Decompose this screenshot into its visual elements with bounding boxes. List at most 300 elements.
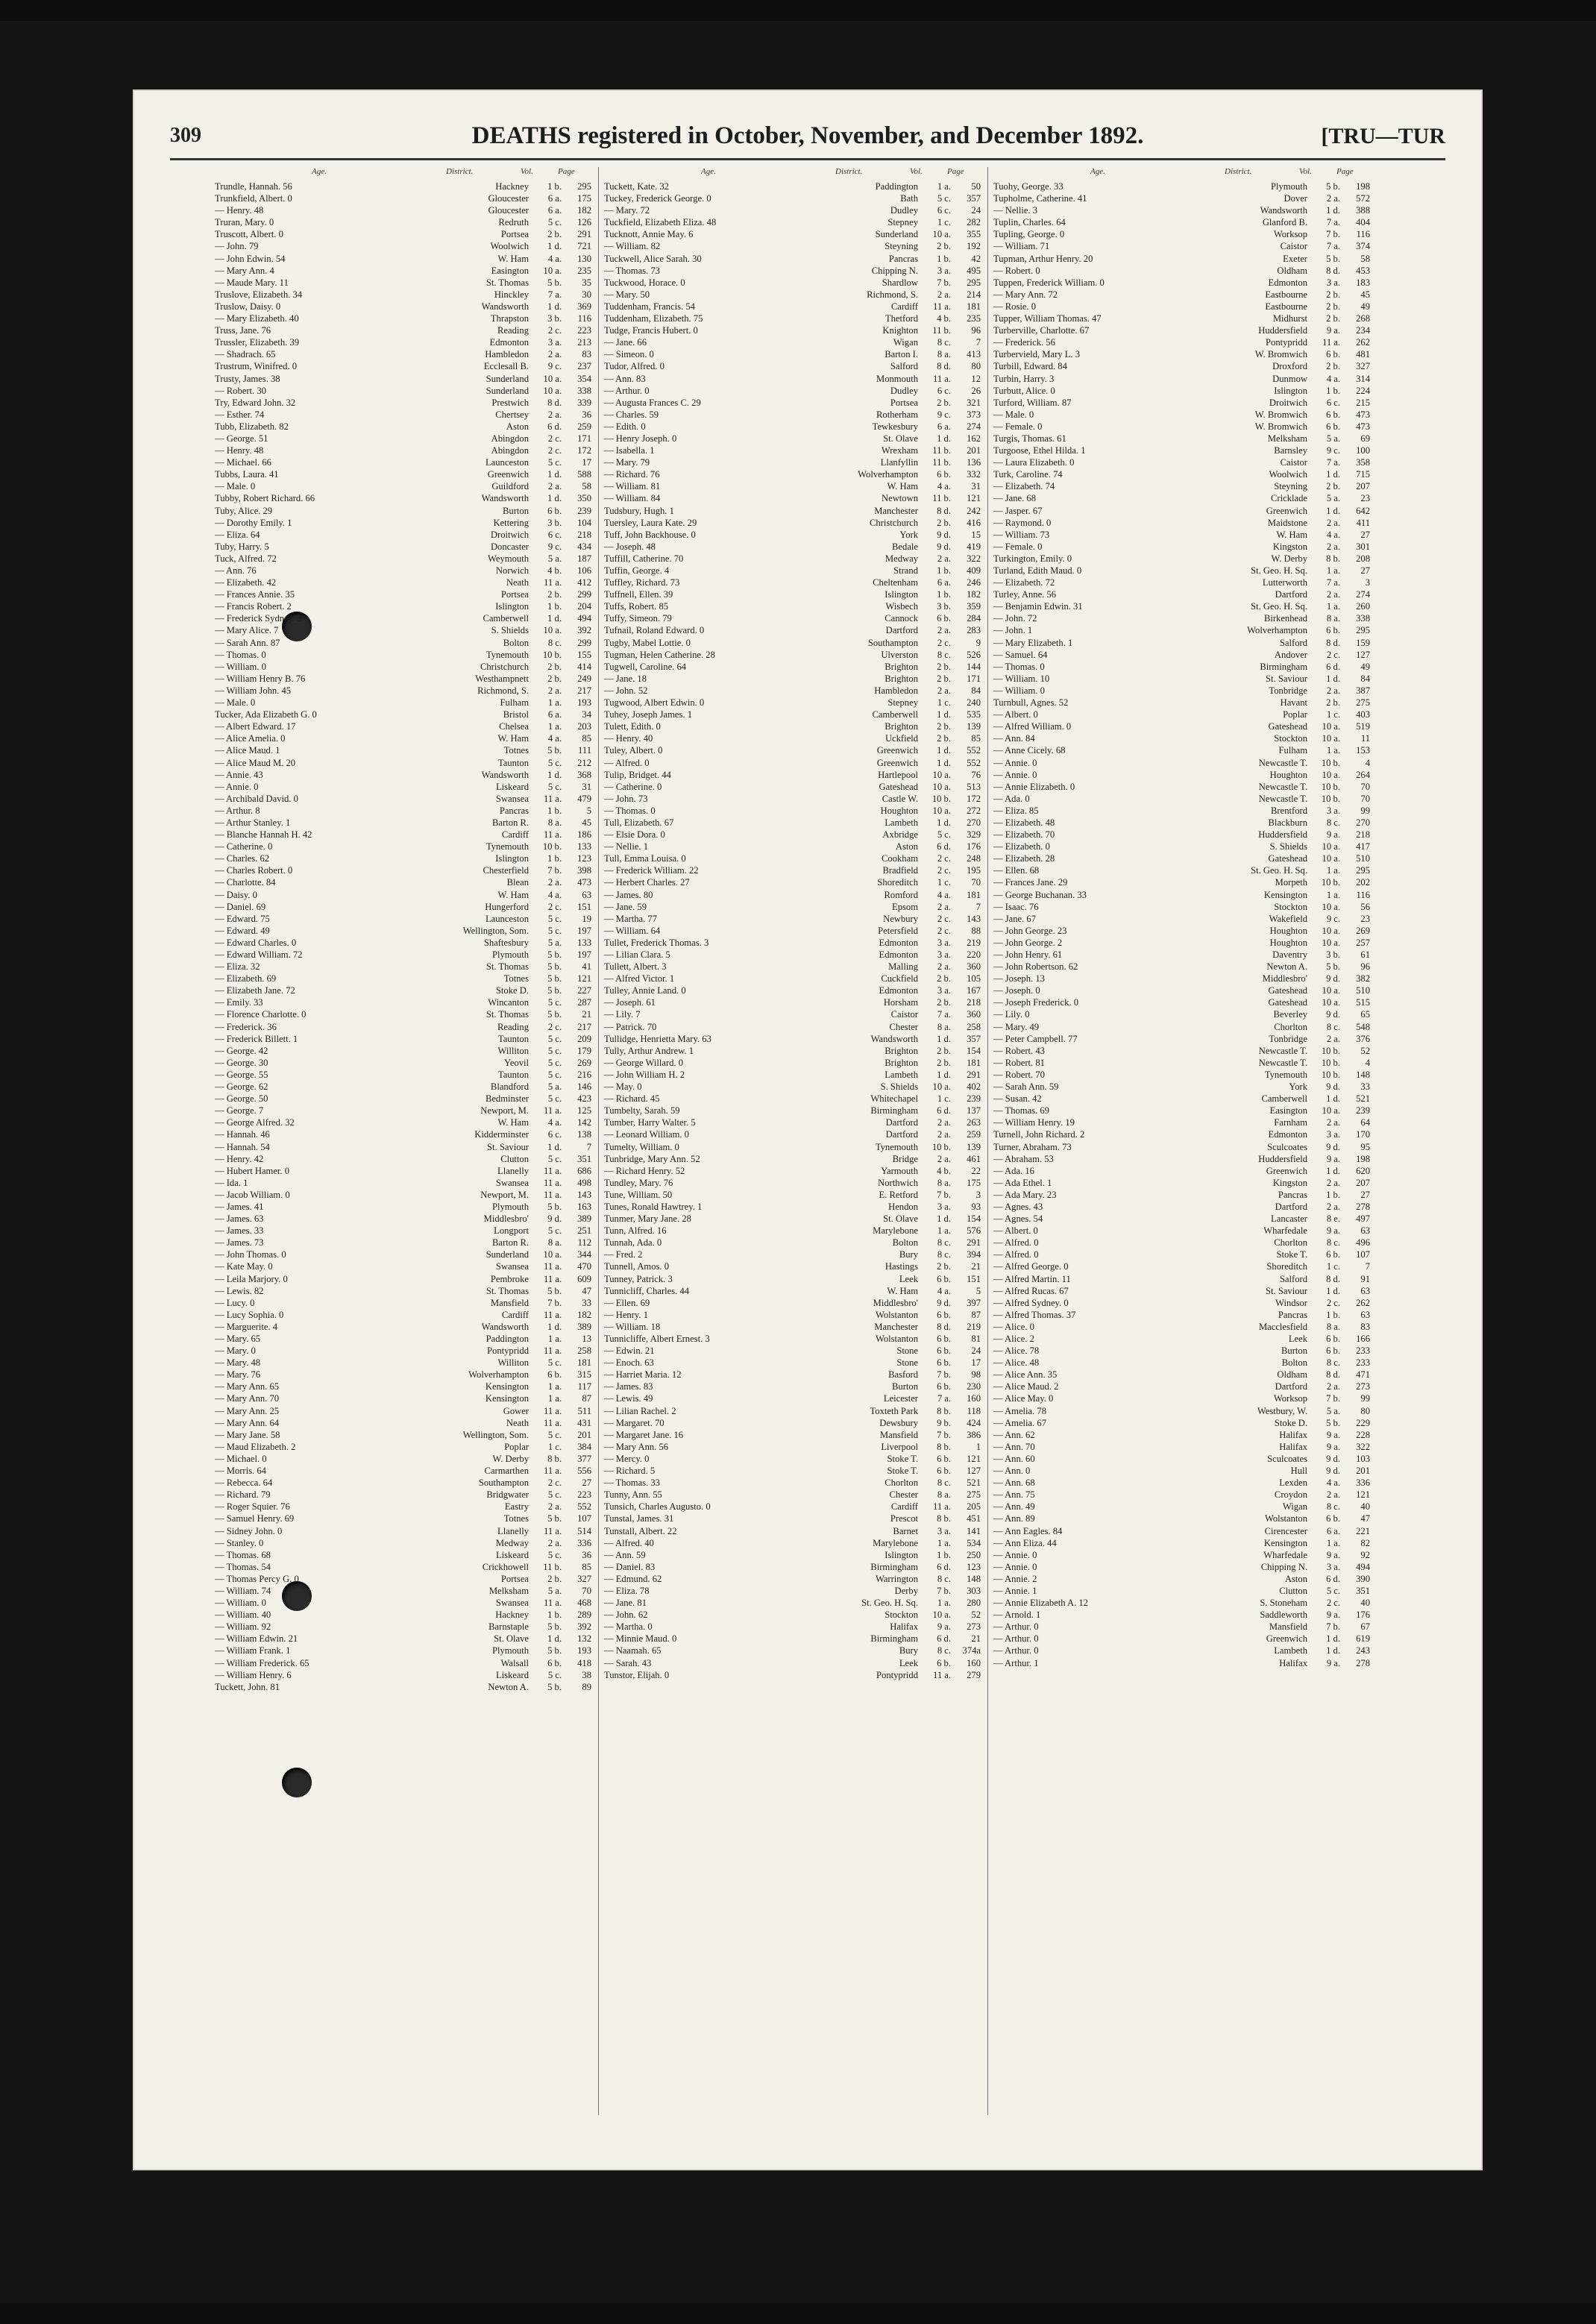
entry-district: Stoke T. <box>887 1453 918 1464</box>
entry-volume: 5 a. <box>1326 433 1340 444</box>
entry-district: Bolton <box>503 637 529 648</box>
entry-page: 181 <box>967 1057 981 1068</box>
entry-district: Tynemouth <box>875 1141 918 1152</box>
entry-name-age: — Ann. 70 <box>993 1441 1035 1452</box>
entry-volume: 10 a. <box>1322 901 1340 912</box>
entry-district: Halifax <box>1279 1657 1307 1668</box>
entry-volume: 5 c. <box>547 1357 562 1369</box>
death-entry <box>604 445 981 456</box>
entry-volume: 3 a. <box>937 985 951 996</box>
entry-volume: 5 c. <box>547 1549 562 1560</box>
entry-district: Portsea <box>890 397 918 408</box>
entry-volume: 5 c. <box>547 925 562 936</box>
entry-volume: 2 b. <box>937 973 951 984</box>
entry-name-age: — Albert Edward. 17 <box>215 721 296 732</box>
entry-district: Ulverston <box>881 649 918 660</box>
entry-name-age: — Maud Elizabeth. 2 <box>215 1441 296 1452</box>
entry-name-age: — Eliza. 78 <box>604 1585 650 1596</box>
death-entry <box>993 1597 1370 1609</box>
entry-volume: 10 b. <box>1321 1045 1340 1056</box>
entry-volume: 9 d. <box>1326 1453 1340 1464</box>
entry-name-age: — Alfred Sydney. 0 <box>993 1297 1069 1308</box>
death-entry <box>604 1392 981 1404</box>
entry-page: 237 <box>577 361 591 372</box>
entry-name-age: — Stanley. 0 <box>215 1537 264 1548</box>
entry-volume: 10 b. <box>542 841 562 852</box>
entry-name-age: — Frederick William. 22 <box>604 865 699 876</box>
entry-volume: 5 c. <box>547 1033 562 1044</box>
entry-name-age: — William Frederick. 65 <box>215 1657 310 1668</box>
entry-volume: 5 b. <box>547 1621 562 1633</box>
entry-volume: 9 c. <box>1326 445 1340 456</box>
entry-page: 609 <box>577 1273 591 1284</box>
entry-volume: 7 b. <box>937 277 951 288</box>
entry-district: Kensington <box>485 1381 529 1392</box>
death-entry <box>993 889 1370 901</box>
entry-volume: 7 b. <box>937 1585 951 1596</box>
entry-volume: 7 b. <box>1326 1393 1340 1404</box>
death-entry <box>215 1645 591 1656</box>
entry-district: Salford <box>1279 637 1307 648</box>
entry-page: 38 <box>582 1669 591 1680</box>
entry-volume: 2 b. <box>547 673 562 684</box>
entry-volume: 11 a. <box>543 1405 562 1416</box>
entry-district: Sculcoates <box>1267 1141 1307 1152</box>
entry-name-age: — Hannah. 46 <box>215 1129 270 1140</box>
entry-name-age: — William Henry. 6 <box>215 1669 292 1680</box>
entry-district: Wolstanton <box>1264 1513 1307 1524</box>
death-entry <box>604 1537 981 1549</box>
entry-page: 471 <box>1356 1369 1370 1381</box>
entry-volume: 1 a. <box>1326 889 1340 900</box>
entry-page: 7 <box>975 901 981 912</box>
entry-volume: 2 b. <box>1326 697 1340 709</box>
death-entry <box>215 984 591 996</box>
entry-district: Houghton <box>1269 925 1307 936</box>
entry-volume: 4 a. <box>1326 529 1340 540</box>
entry-district: Maidstone <box>1267 517 1307 528</box>
entry-page: 162 <box>967 433 981 444</box>
entry-volume: 10 b. <box>1321 781 1340 792</box>
death-entry <box>215 433 591 445</box>
death-entry <box>993 1465 1370 1477</box>
entry-district: Oldham <box>1277 265 1307 276</box>
death-entry <box>604 1069 981 1081</box>
entry-page: 187 <box>577 553 591 564</box>
death-entry <box>215 289 591 301</box>
entry-volume: 11 a. <box>543 1417 562 1428</box>
death-entry <box>604 553 981 565</box>
entry-page: 107 <box>577 1513 591 1524</box>
entry-district: Cheltenham <box>873 577 918 588</box>
entry-district: Kingston <box>1272 541 1307 552</box>
entry-volume: 1 a. <box>547 1334 562 1344</box>
entry-district: Hendon <box>888 1201 918 1212</box>
entry-name-age: — Elizabeth. 48 <box>993 817 1055 828</box>
entry-district: Caistor <box>1280 457 1307 468</box>
entry-district: Prescot <box>890 1513 918 1524</box>
death-entry <box>993 913 1370 925</box>
entry-page: 721 <box>577 241 591 252</box>
entry-volume: 2 a. <box>547 1501 562 1513</box>
entry-district: S. Stoneham <box>1260 1598 1307 1609</box>
death-entry <box>215 1069 591 1081</box>
entry-page: 181 <box>967 889 981 900</box>
entry-volume: 5 c. <box>547 1093 562 1105</box>
death-entry <box>604 1477 981 1489</box>
death-entry <box>993 180 1370 192</box>
entry-page: 58 <box>582 481 591 492</box>
entry-name-age: Trussler, Elizabeth. 39 <box>215 337 300 348</box>
entry-volume: 1 c. <box>547 1441 562 1452</box>
death-entry <box>604 1153 981 1165</box>
entry-volume: 10 a. <box>1322 1105 1340 1117</box>
entry-page: 5 <box>586 805 591 816</box>
entry-volume: 1 a. <box>937 1537 951 1548</box>
entry-district: Barnsley <box>1274 445 1307 456</box>
entry-name-age: — John Edwin. 54 <box>215 253 286 264</box>
entry-volume: 1 c. <box>937 1093 951 1105</box>
entry-name-age: Try, Edward John. 32 <box>215 397 296 408</box>
entry-volume: 8 c. <box>1326 1501 1340 1513</box>
entry-district: Wolstanton <box>875 1334 918 1344</box>
entry-page: 419 <box>967 541 981 552</box>
entry-name-age: Tunnah, Ada. 0 <box>604 1237 662 1249</box>
entry-page: 240 <box>967 697 981 709</box>
entry-district: Brighton <box>885 721 918 732</box>
entry-name-age: — Alice May. 0 <box>993 1393 1054 1404</box>
entry-page: 27 <box>1360 529 1370 540</box>
entry-volume: 6 b. <box>937 1273 951 1284</box>
entry-volume: 8 b. <box>1326 553 1340 564</box>
entry-district: Reading <box>497 325 529 336</box>
entry-name-age: Turbutt, Alice. 0 <box>993 385 1055 396</box>
entry-name-age: — Edward. 75 <box>215 913 270 924</box>
entry-name-age: Tugby, Mabel Lottie. 0 <box>604 637 691 648</box>
entry-page: 116 <box>1356 889 1370 900</box>
entry-page: 132 <box>577 1633 591 1645</box>
death-entry <box>215 445 591 456</box>
entry-district: Dudley <box>890 385 918 396</box>
entry-volume: 2 b. <box>937 1045 951 1056</box>
entry-name-age: — John George. 2 <box>993 937 1063 948</box>
entry-name-age: — Henry. 48 <box>215 445 264 456</box>
entry-volume: 1 a. <box>1326 865 1340 876</box>
entry-district: Chertsey <box>495 409 529 420</box>
entry-district: Hull <box>1290 1466 1307 1477</box>
entry-name-age: — Robert. 81 <box>993 1057 1045 1068</box>
entry-page: 322 <box>1356 1441 1370 1452</box>
entry-page: 127 <box>1356 649 1370 660</box>
entry-district: Huddersfield <box>1258 829 1307 841</box>
entry-page: 92 <box>1360 1549 1370 1560</box>
entry-district: Islington <box>495 601 529 612</box>
entry-volume: 6 d. <box>937 1105 951 1117</box>
entry-page: 357 <box>967 1033 981 1044</box>
entry-volume: 6 b. <box>937 1657 951 1668</box>
entry-name-age: — Emily. 33 <box>215 997 263 1008</box>
entry-page: 510 <box>1356 985 1370 996</box>
death-entry <box>604 1141 981 1153</box>
entry-page: 572 <box>1356 193 1370 204</box>
entry-district: Malling <box>888 961 918 973</box>
entry-district: Prestwich <box>491 397 529 408</box>
entry-name-age: — Blanche Hannah H. 42 <box>215 829 312 841</box>
entry-page: 257 <box>1356 937 1370 948</box>
entry-district: Kingston <box>1272 1177 1307 1188</box>
entry-name-age: — Annie. 0 <box>993 757 1037 768</box>
entry-volume: 5 c. <box>547 781 562 792</box>
death-entry <box>993 1128 1370 1140</box>
entry-page: 402 <box>967 1081 981 1093</box>
entry-volume: 5 a. <box>547 1585 562 1596</box>
death-entry <box>604 889 981 901</box>
entry-page: 218 <box>1356 829 1370 841</box>
death-entry <box>215 1417 591 1429</box>
death-entry <box>215 301 591 313</box>
entry-page: 217 <box>577 1021 591 1032</box>
entry-district: Poplar <box>504 1441 529 1452</box>
entry-name-age: — Richard Henry. 52 <box>604 1165 685 1176</box>
death-entry <box>215 1008 591 1020</box>
entry-district: Whitechapel <box>870 1093 918 1105</box>
entry-page: 233 <box>1356 1345 1370 1357</box>
death-entry <box>993 685 1370 697</box>
death-entry <box>215 1333 591 1345</box>
entry-page: 283 <box>967 625 981 636</box>
entry-volume: 8 d. <box>1326 637 1340 648</box>
entry-name-age: Tubbs, Laura. 41 <box>215 469 279 480</box>
entry-page: 409 <box>967 565 981 576</box>
death-entry <box>993 301 1370 313</box>
death-entry <box>604 1429 981 1441</box>
entry-page: 85 <box>582 1561 591 1572</box>
entry-name-age: Tull, Elizabeth. 67 <box>604 817 674 828</box>
entry-district: Dartford <box>885 1129 918 1140</box>
entry-district: Chorlton <box>1274 1021 1307 1032</box>
entry-district: Yeovil <box>503 1057 529 1068</box>
entry-district: Liverpool <box>881 1441 918 1452</box>
entry-district: Carmarthen <box>484 1466 529 1477</box>
entry-volume: 9 d. <box>937 541 951 552</box>
entry-volume: 8 c. <box>937 649 951 660</box>
entry-volume: 11 b. <box>543 1561 562 1572</box>
entry-district: Toxteth Park <box>870 1405 918 1416</box>
column-headings <box>604 167 981 180</box>
death-entry <box>215 649 591 661</box>
death-entry <box>215 421 591 433</box>
death-entry <box>604 1441 981 1453</box>
death-entry <box>215 1225 591 1237</box>
death-entry <box>604 1573 981 1585</box>
entry-page: 278 <box>1356 1657 1370 1668</box>
entry-page: 413 <box>967 349 981 360</box>
entry-volume: 6 b. <box>1326 421 1340 432</box>
death-entry <box>604 517 981 529</box>
death-entry <box>993 1225 1370 1237</box>
entry-name-age: — William. 92 <box>215 1621 271 1633</box>
entry-district: Beverley <box>1273 1009 1307 1020</box>
entry-district: Reading <box>497 1021 529 1032</box>
entry-district: Monmouth <box>876 373 918 384</box>
entry-district: Sunderland <box>486 1249 529 1260</box>
entry-page: 63 <box>1360 1225 1370 1237</box>
entry-page: 496 <box>1356 1237 1370 1249</box>
death-entry <box>604 685 981 697</box>
entry-page: 148 <box>1356 1069 1370 1080</box>
entry-name-age: Tuffin, George. 4 <box>604 565 670 576</box>
death-entry <box>215 697 591 709</box>
entry-district: Birmingham <box>870 1105 918 1117</box>
death-entry <box>215 949 591 961</box>
death-entry <box>993 1525 1370 1537</box>
entry-page: 214 <box>967 289 981 300</box>
death-entry <box>993 925 1370 937</box>
death-entry <box>993 793 1370 805</box>
entry-name-age: — Martha. 0 <box>604 1621 653 1633</box>
entry-volume: 8 a. <box>1326 613 1340 624</box>
death-entry <box>604 1285 981 1297</box>
entry-volume: 5 c. <box>547 1069 562 1080</box>
entry-district: Eastbourne <box>1265 289 1307 300</box>
entry-volume: 5 c. <box>547 1153 562 1164</box>
entry-volume: 2 b. <box>937 997 951 1008</box>
entry-name-age: — Edward William. 72 <box>215 949 303 960</box>
entry-district: Easington <box>1269 1105 1307 1117</box>
entry-district: Uckfield <box>885 733 918 744</box>
entry-page: 519 <box>1356 721 1370 732</box>
entry-name-age: — Elizabeth. 42 <box>215 577 277 588</box>
entry-name-age: — Ellen. 69 <box>604 1297 650 1308</box>
entry-name-age: — Alice Amelia. 0 <box>215 733 286 744</box>
entry-volume: 4 a. <box>937 889 951 900</box>
death-entry <box>993 385 1370 397</box>
entry-name-age: Tuffs, Robert. 85 <box>604 601 669 612</box>
column-headings <box>993 167 1370 180</box>
entry-volume: 8 d. <box>937 505 951 516</box>
entry-district: Houghton <box>880 805 918 816</box>
entry-name-age: Tuddenham, Elizabeth. 75 <box>604 313 703 324</box>
entry-page: 224 <box>1356 385 1370 396</box>
entry-district: Greenwich <box>1266 1165 1307 1176</box>
entry-name-age: Trustrum, Winifred. 0 <box>215 361 298 372</box>
death-entry <box>604 1105 981 1117</box>
death-entry <box>604 973 981 984</box>
heading-district: District. <box>835 167 863 176</box>
entry-district: St. Geo. H. Sq. <box>1251 601 1307 612</box>
entry-page: 642 <box>1356 505 1370 516</box>
entry-page: 179 <box>577 1045 591 1056</box>
entry-page: 216 <box>577 1069 591 1080</box>
death-entry <box>993 1573 1370 1585</box>
entry-district: Lambeth <box>885 817 918 828</box>
entry-district: Barton I. <box>885 349 918 360</box>
entry-page: 387 <box>1356 685 1370 696</box>
entry-page: 106 <box>577 565 591 576</box>
entry-page: 31 <box>971 481 981 492</box>
entry-name-age: — Richard. 79 <box>215 1489 271 1501</box>
entry-district: Salford <box>890 361 918 372</box>
death-entry <box>215 1369 591 1381</box>
entry-page: 64 <box>1360 1117 1370 1128</box>
entry-volume: 10 b. <box>931 793 951 804</box>
entry-name-age: — Samuel. 64 <box>993 649 1048 660</box>
entry-name-age: — Thomas. 69 <box>993 1105 1049 1117</box>
death-entry <box>215 1453 591 1465</box>
entry-name-age: — Jane. 66 <box>604 337 647 348</box>
death-entry <box>993 1117 1370 1128</box>
entry-volume: 11 a. <box>543 1309 562 1320</box>
death-entry <box>604 949 981 961</box>
entry-volume: 10 a. <box>932 1081 951 1093</box>
entry-district: Wandsworth <box>481 493 529 504</box>
death-entry <box>604 1081 981 1093</box>
death-entry <box>993 480 1370 492</box>
entry-volume: 5 b. <box>547 745 562 756</box>
entry-volume: 5 b. <box>547 1009 562 1020</box>
entry-district: Bradfield <box>882 865 918 876</box>
entry-page: 470 <box>577 1261 591 1272</box>
death-entry <box>604 744 981 756</box>
entry-page: 431 <box>577 1417 591 1428</box>
entry-district: Cardiff <box>890 301 918 312</box>
entry-district: Wisbech <box>885 601 918 612</box>
death-entry <box>604 600 981 612</box>
entry-volume: 2 a. <box>1326 685 1340 696</box>
entry-name-age: Turnbull, Agnes. 52 <box>993 697 1069 709</box>
header-rule <box>170 158 1445 160</box>
death-entry <box>993 829 1370 841</box>
entry-district: Newcastle T. <box>1258 1045 1307 1056</box>
entry-volume: 1 d. <box>937 433 951 444</box>
entry-page: 220 <box>967 949 981 960</box>
entry-name-age: — John William H. 2 <box>604 1069 685 1080</box>
entry-name-age: — Nellie. 3 <box>993 205 1038 216</box>
entry-volume: 8 c. <box>1326 1237 1340 1249</box>
entry-volume: 9 a. <box>1326 1429 1340 1440</box>
heading-vol: Vol. <box>910 167 923 176</box>
entry-volume: 9 d. <box>1326 1141 1340 1152</box>
entry-volume: 1 a. <box>547 1381 562 1392</box>
entry-district: Clutton <box>1279 1585 1307 1596</box>
entry-district: Stoke T. <box>1276 1249 1307 1260</box>
entry-page: 414 <box>577 661 591 672</box>
entry-page: 350 <box>577 493 591 504</box>
entry-name-age: Truslove, Elizabeth. 34 <box>215 289 303 300</box>
entry-name-age: Tupper, William Thomas. 47 <box>993 313 1102 324</box>
death-entry <box>604 1128 981 1140</box>
entry-page: 171 <box>577 433 591 444</box>
death-entry <box>604 996 981 1008</box>
entry-volume: 5 b. <box>547 973 562 984</box>
entry-district: Portsea <box>500 1573 529 1584</box>
death-entry <box>604 805 981 817</box>
death-entry <box>604 1237 981 1249</box>
death-entry <box>993 1285 1370 1297</box>
entry-district: Westbury, W. <box>1257 1405 1307 1416</box>
death-entry <box>993 1369 1370 1381</box>
entry-name-age: — Agnes. 54 <box>993 1213 1043 1225</box>
entry-district: Wolverhampton <box>858 469 918 480</box>
entry-page: 268 <box>1356 313 1370 324</box>
entry-volume: 4 b. <box>937 1165 951 1176</box>
death-entry <box>215 348 591 360</box>
entry-district: Dartford <box>1275 1381 1307 1392</box>
entry-volume: 6 d. <box>937 841 951 852</box>
entry-name-age: — Catherine. 0 <box>215 841 273 852</box>
entry-page: 181 <box>577 1357 591 1369</box>
entry-volume: 1 a. <box>937 1225 951 1237</box>
